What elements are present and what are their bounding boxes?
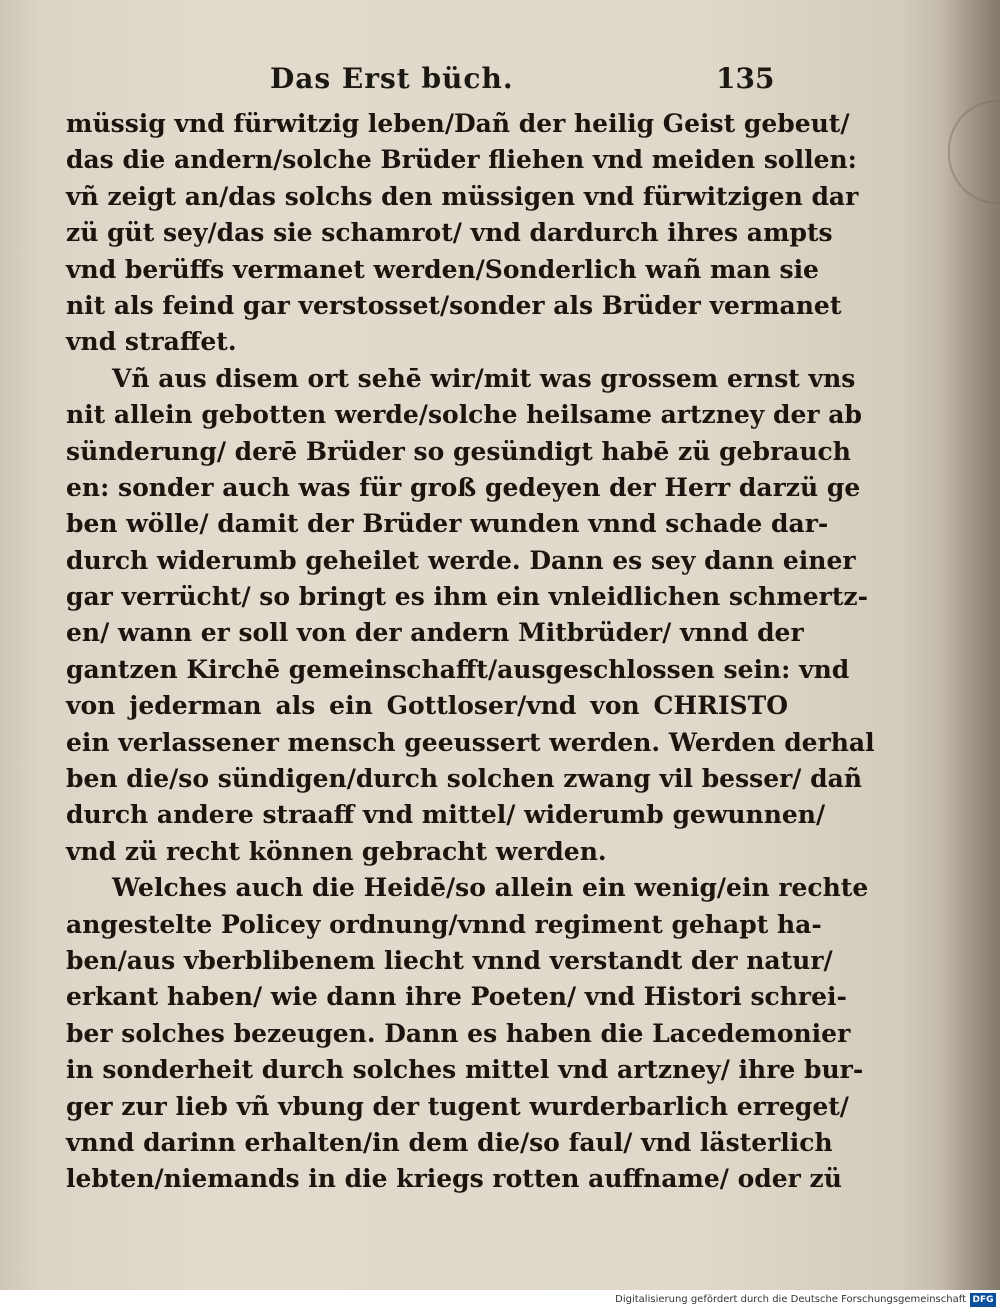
body-text [66,106,875,1198]
funding-credit: Digitalisierung gefördert durch die Deutsche Forschungsgemeinschaft [615,1294,966,1305]
text-line: vnd zü recht können gebracht werden. [66,836,607,866]
text-line: vnd straffet. [66,327,237,357]
dfg-logo: DFG [970,1293,996,1307]
text-line: ber solches bezeugen. Dann es haben die Lacedemonier [66,1018,851,1048]
text-line: erkant haben/ wie dann ihre Poeten/ vnd Histori schrei- [66,982,847,1012]
text-line: durch andere straaff vnd mittel/ widerumb gewunnen/ [66,800,826,830]
text-line: en: sonder auch was für groß gedeyen der Herr darzü ge [66,472,861,502]
text-line: gantzen Kirchē gemeinschafft/ausgeschlossen sein: vnd [66,654,850,684]
text-line: ger zur lieb vñ vbung der tugent wurderbarlich erreget/ [66,1091,849,1121]
text-line: ein verlassener mensch geeussert werden. Werden derhal [66,727,875,757]
text-line: das die andern/solche Brüder fliehen vnd meiden sollen: [66,145,857,175]
text-line: vnd berüffs vermanet werden/Sonderlich wañ man sie [66,254,819,284]
text-line: ben die/so sündigen/durch solchen zwang vil besser/ dañ [66,764,862,794]
text-line: durch widerumb geheilet werde. Dann es sey dann einer [66,545,856,575]
text-line: en/ wann er soll von der andern Mitbrüder/ vnnd der [66,618,804,648]
footer-bar [0,1290,1000,1312]
text-line: vnnd darinn erhalten/in dem die/so faul/ vnd lästerlich [66,1127,833,1157]
text-line: Vñ aus disem ort sehē wir/mit was grossem ernst vns [112,363,856,393]
text-line: lebten/niemands in die kriegs rotten auffname/ oder zü [66,1164,842,1194]
running-header [0,62,1000,102]
text-line: in sonderheit durch solches mittel vnd artzney/ ihre bur- [66,1055,864,1085]
text-line: gar verrücht/ so bringt es ihm ein vnleidlichen schmertz- [66,582,868,612]
running-title: Das Erst büch. [270,62,514,95]
text-line: ben wölle/ damit der Brüder wunden vnnd schade dar- [66,509,829,539]
text-line: von jederman als ein Gottloser/vnd von CHRISTO [66,691,788,721]
text-line: vñ zeigt an/das solchs den müssigen vnd fürwitzigen dar [66,181,859,211]
text-line: ben/aus vberblibenem liecht vnnd verstandt der natur/ [66,945,833,975]
text-line: sünderung/ derē Brüder so gesündigt habē zü gebrauch [66,436,851,466]
text-line: zü güt sey/das sie schamrot/ vnd dardurch ihres ampts [66,218,833,248]
text-line: nit als feind gar verstosset/sonder als Brüder vermanet [66,290,842,320]
text-line: Welches auch die Heidē/so allein ein wenig/ein rechte [112,873,869,903]
text-line: müssig vnd fürwitzig leben/Dañ der heilig Geist gebeut/ [66,109,850,138]
text-line: angestelte Policey ordnung/vnnd regiment gehapt ha- [66,909,822,939]
page-number: 135 [716,62,775,95]
text-line: nit allein gebotten werde/solche heilsame artzney der ab [66,400,862,430]
